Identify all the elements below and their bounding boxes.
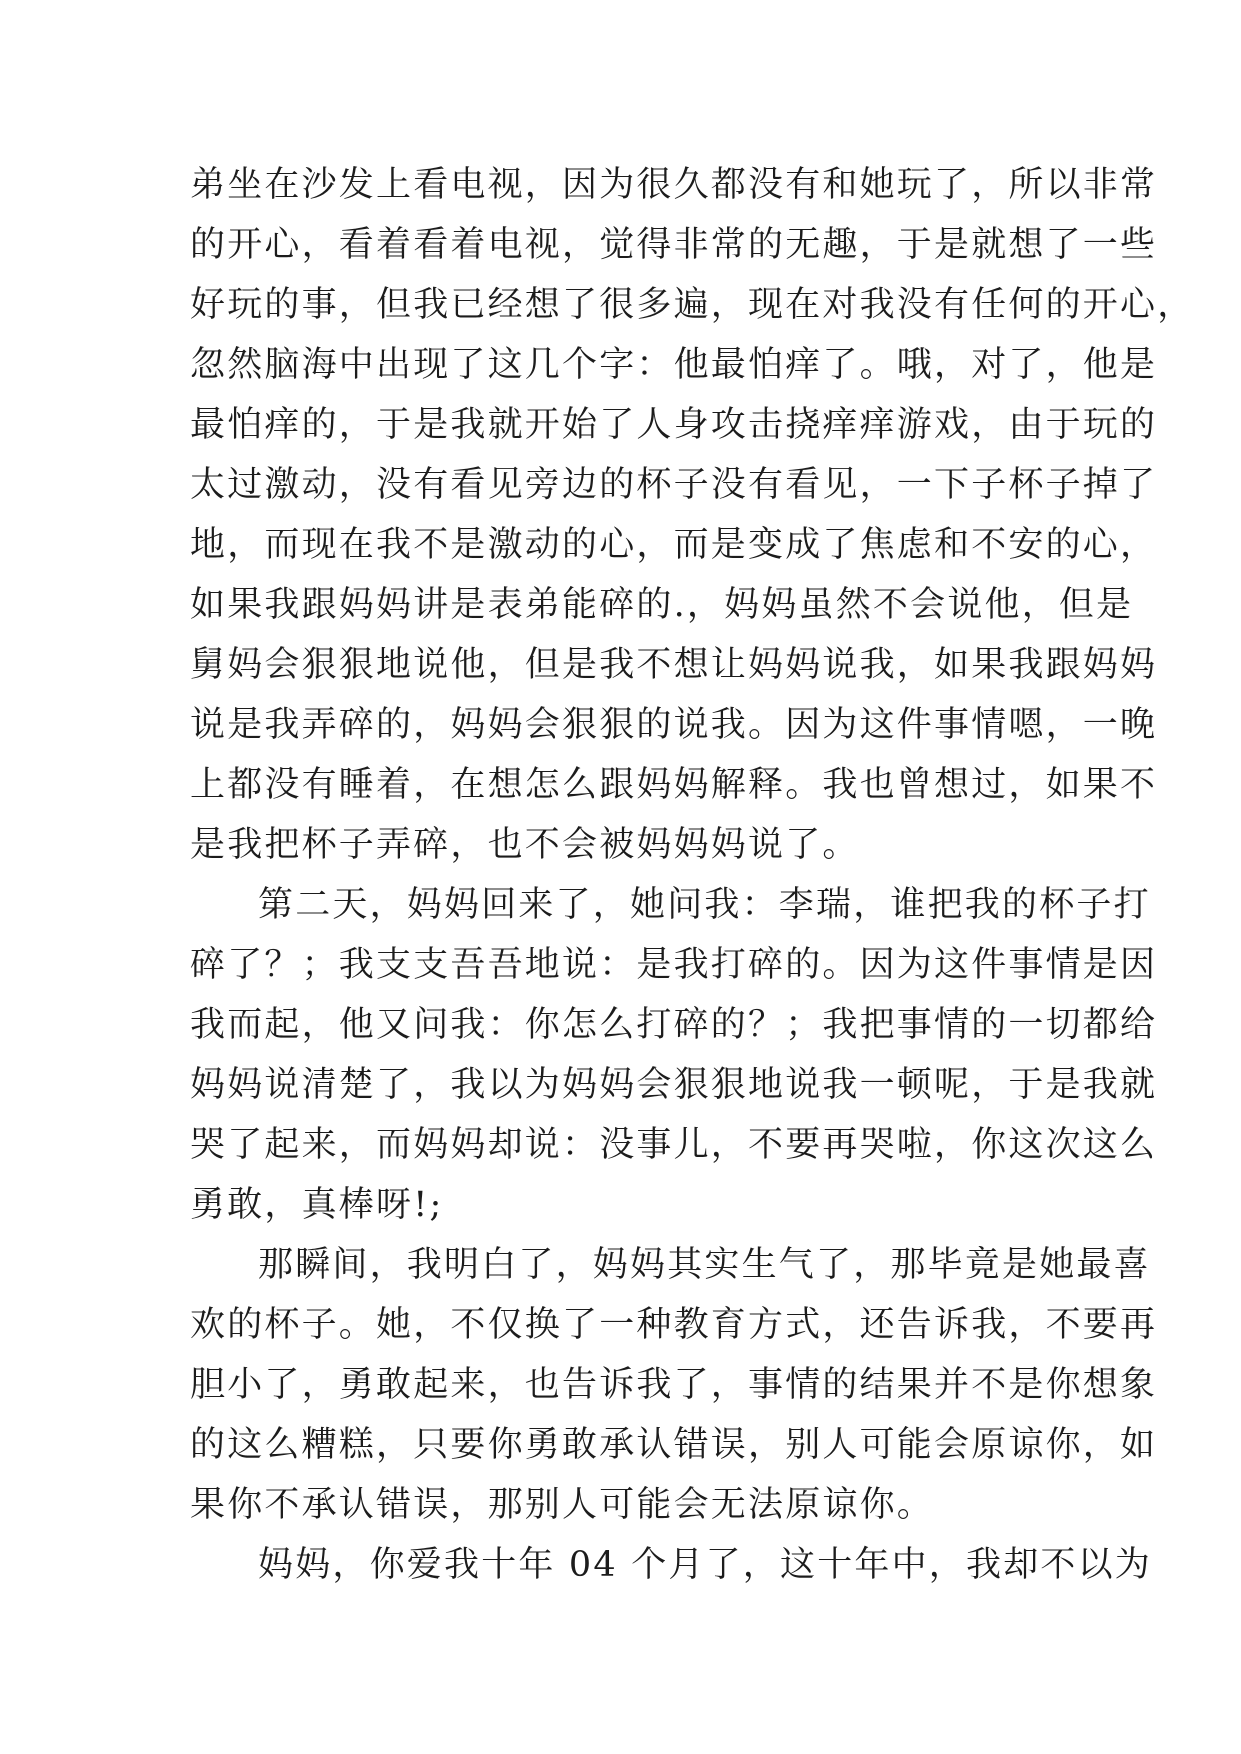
paragraph-2 <box>190 875 1158 1235</box>
text-line: 好玩的事，但我已经想了很多遍，现在对我没有任何的开心， <box>190 285 1195 325</box>
document-body <box>190 155 1195 1595</box>
text-line: 地，而现在我不是激动的心，而是变成了焦虑和不安的心， <box>190 525 1158 565</box>
text-line: 碎了？；我支支吾吾地说：是我打碎的。因为这件事情是因 <box>190 945 1158 985</box>
text-line: 说是我弄碎的，妈妈会狠狠的说我。因为这件事情嗯，一晚 <box>190 705 1158 745</box>
text-line: 的这么糟糕，只要你勇敢承认错误，别人可能会原谅你，如 <box>190 1425 1158 1465</box>
text-line: 那瞬间，我明白了，妈妈其实生气了，那毕竟是她最喜 <box>258 1245 1151 1285</box>
text-line: 勇敢，真棒呀!; <box>190 1185 444 1225</box>
text-line: 舅妈会狠狠地说他，但是我不想让妈妈说我，如果我跟妈妈 <box>190 645 1158 685</box>
text-line: 上都没有睡着，在想怎么跟妈妈解释。我也曾想过，如果不 <box>190 765 1158 805</box>
paragraph-1 <box>190 155 1195 875</box>
text-line: 是我把杯子弄碎，也不会被妈妈妈说了。 <box>190 825 860 865</box>
text-line: 妈妈说清楚了，我以为妈妈会狠狠地说我一顿呢，于是我就 <box>190 1065 1158 1105</box>
text-line: 妈妈，你爱我十年 04 个月了，这十年中，我却不以为 <box>258 1545 1152 1585</box>
text-line: 胆小了，勇敢起来，也告诉我了，事情的结果并不是你想象 <box>190 1365 1158 1405</box>
text-line: 我而起，他又问我：你怎么打碎的？；我把事情的一切都给 <box>190 1005 1158 1045</box>
text-line: 忽然脑海中出现了这几个字：他最怕痒了。哦，对了，他是 <box>190 345 1158 385</box>
text-line: 弟坐在沙发上看电视，因为很久都没有和她玩了，所以非常 <box>190 165 1158 205</box>
paragraph-4 <box>190 1535 1152 1595</box>
text-line: 最怕痒的，于是我就开始了人身攻击挠痒痒游戏，由于玩的 <box>190 405 1158 445</box>
paragraph-3 <box>190 1235 1158 1535</box>
text-line: 欢的杯子。她，不仅换了一种教育方式，还告诉我，不要再 <box>190 1305 1158 1345</box>
text-line: 第二天，妈妈回来了，她问我：李瑞，谁把我的杯子打 <box>258 885 1151 925</box>
text-line: 果你不承认错误，那别人可能会无法原谅你。 <box>190 1485 935 1525</box>
text-line: 的开心，看着看着电视，觉得非常的无趣，于是就想了一些 <box>190 225 1158 265</box>
text-line: 太过激动，没有看见旁边的杯子没有看见，一下子杯子掉了 <box>190 465 1158 505</box>
text-line: 如果我跟妈妈讲是表弟能碎的.，妈妈虽然不会说他，但是 <box>190 585 1134 625</box>
text-line: 哭了起来，而妈妈却说：没事儿，不要再哭啦，你这次这么 <box>190 1125 1158 1165</box>
